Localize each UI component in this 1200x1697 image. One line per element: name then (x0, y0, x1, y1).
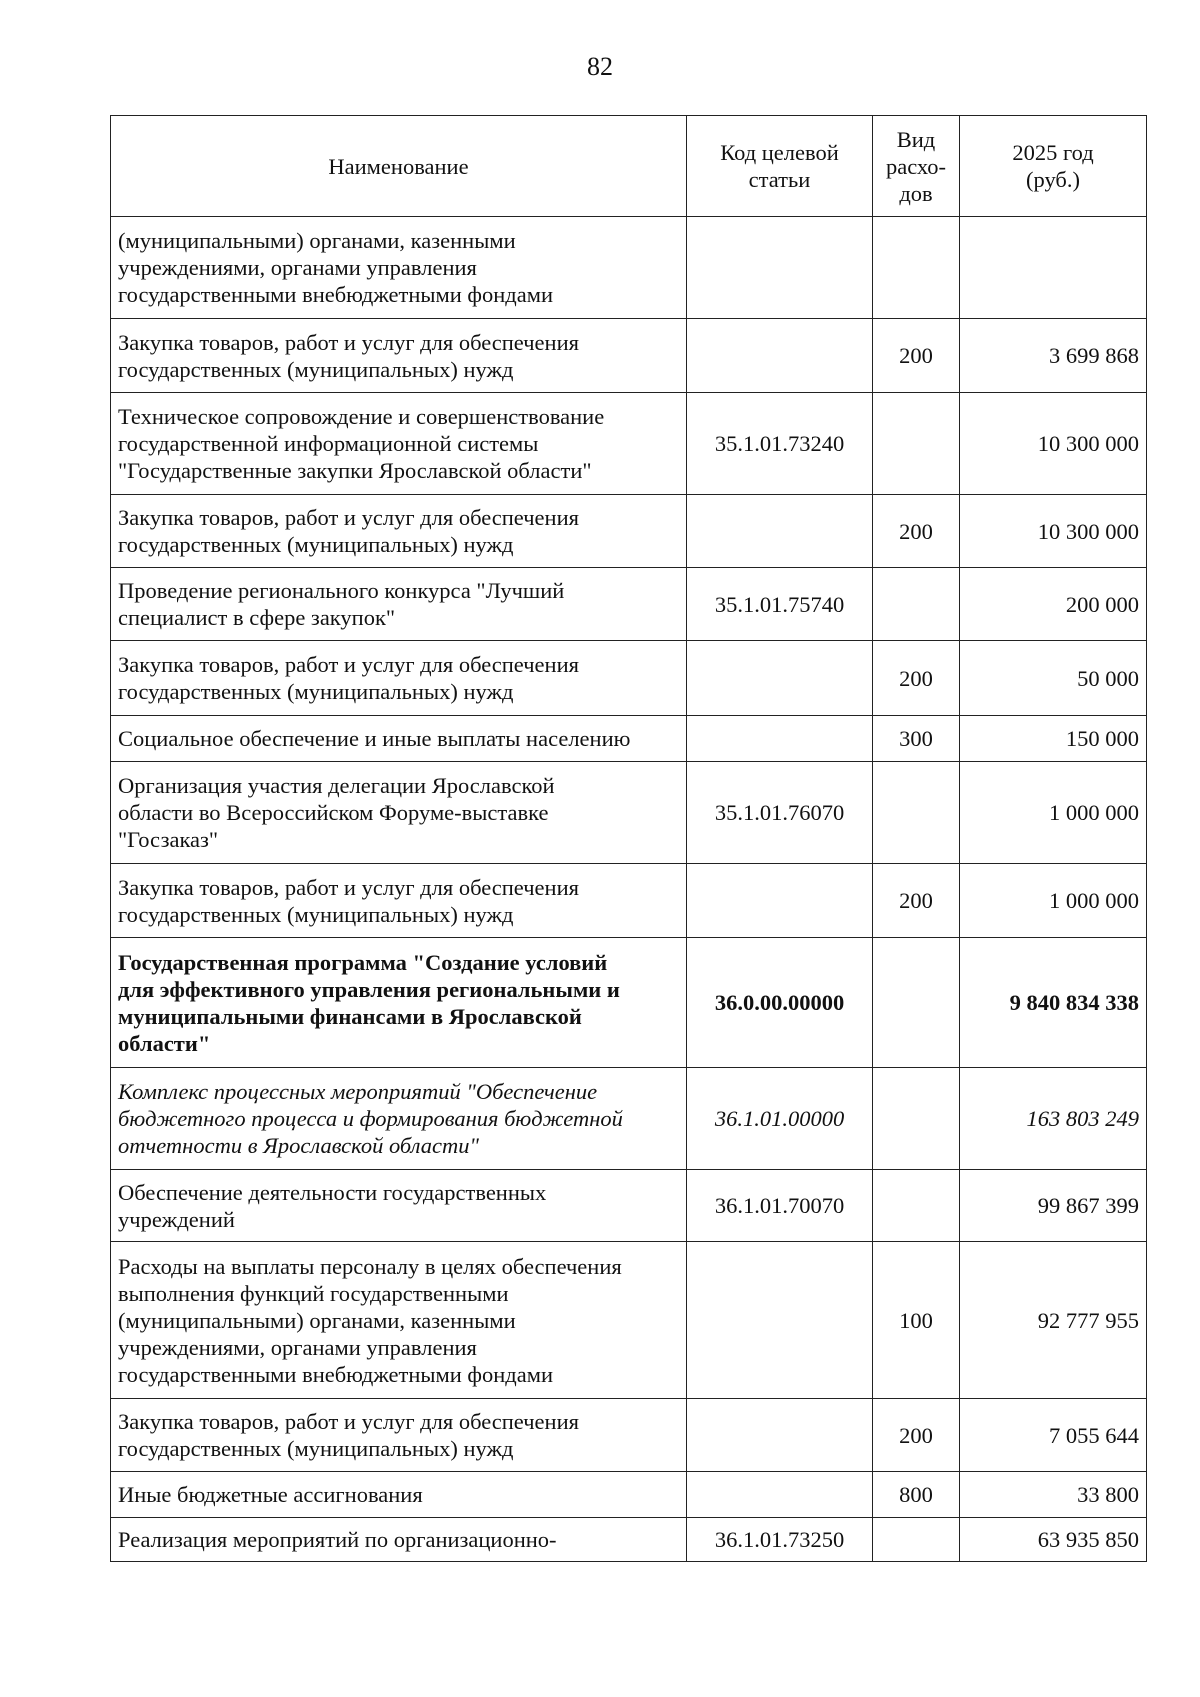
cell-type (873, 938, 960, 1068)
cell-type (873, 716, 960, 762)
table-row (111, 319, 1147, 393)
table-header-row (111, 116, 1147, 217)
cell-code (687, 864, 873, 938)
cell-sum (960, 1068, 1147, 1170)
cell-name-text: Социальное обеспечение и иные выплаты населению (118, 726, 631, 751)
cell-name-text: Комплекс процессных мероприятий "Обеспечение бюджетного процесса и формирования бюджетной отчетности в Ярославской области" (118, 1079, 623, 1158)
cell-sum-text: 3 699 868 (1049, 343, 1139, 368)
cell-name-text: Техническое сопровождение и совершенствование государственной информационной системы "Государственные закупки Ярославской области" (118, 404, 605, 483)
cell-name (111, 495, 687, 568)
table-row (111, 1518, 1147, 1562)
cell-sum (960, 716, 1147, 762)
cell-sum-text: 9 840 834 338 (1009, 990, 1139, 1015)
cell-code (687, 1242, 873, 1399)
cell-name-text: Закупка товаров, работ и услуг для обеспечения государственных (муниципальных) нужд (118, 874, 579, 927)
cell-sum-text: 7 055 644 (1049, 1422, 1139, 1448)
cell-code-text: 36.1.01.73250 (714, 1527, 845, 1552)
cell-sum (960, 393, 1147, 495)
table-row (111, 762, 1147, 864)
cell-name-text: Государственная программа "Создание условий для эффективного управления региональными и муниципальными финансами в Ярославской области" (118, 949, 620, 1056)
cell-name-text: Обеспечение деятельности государственных учреждений (118, 1179, 547, 1232)
table-row (111, 1170, 1147, 1242)
cell-name (111, 1472, 687, 1518)
table-row (111, 641, 1147, 716)
cell-sum-text: 150 000 (1065, 726, 1139, 751)
cell-type (873, 393, 960, 495)
cell-code (687, 217, 873, 319)
cell-code-text: 35.1.01.76070 (714, 800, 845, 825)
cell-type-text: 100 (899, 1307, 933, 1333)
cell-name-text: Закупка товаров, работ и услуг для обеспечения государственных (муниципальных) нужд (118, 329, 579, 382)
cell-sum-text: 63 935 850 (1037, 1527, 1139, 1552)
cell-name-text: Реализация мероприятий по организационно- (118, 1527, 557, 1552)
cell-name-text: Организация участия делегации Ярославской области во Всероссийском Форуме-выставке "Госзаказ" (118, 773, 555, 852)
cell-sum (960, 495, 1147, 568)
cell-name-text: Иные бюджетные ассигнования (118, 1482, 423, 1507)
cell-type-text: 200 (899, 343, 933, 368)
cell-name (111, 1242, 687, 1399)
cell-name (111, 217, 687, 319)
cell-name (111, 1170, 687, 1242)
table-row (111, 938, 1147, 1068)
cell-name-text: Расходы на выплаты персоналу в целях обеспечения выполнения функций государственными (муниципальными) органами, казенными учреждениями, органами управления государственными внебюджетными фондами (118, 1253, 622, 1387)
cell-name (111, 864, 687, 938)
cell-code-text: 35.1.01.73240 (714, 431, 845, 456)
cell-name-text: (муниципальными) органами, казенными учреждениями, органами управления государственными внебюджетными фондами (118, 228, 554, 307)
cell-sum-text: 33 800 (1077, 1482, 1139, 1507)
table-row (111, 495, 1147, 568)
table-row (111, 1068, 1147, 1170)
cell-sum (960, 938, 1147, 1068)
cell-code-text: 36.1.01.70070 (714, 1193, 845, 1218)
cell-type-text: 200 (899, 518, 933, 544)
cell-sum-text: 92 777 955 (1037, 1307, 1139, 1333)
header-sum: 2025 год (руб.) (960, 116, 1147, 217)
cell-sum (960, 1472, 1147, 1518)
cell-name-text: Закупка товаров, работ и услуг для обеспечения государственных (муниципальных) нужд (118, 652, 579, 704)
cell-code (687, 495, 873, 568)
table-row (111, 1472, 1147, 1518)
cell-type (873, 762, 960, 864)
cell-name (111, 762, 687, 864)
cell-code (687, 716, 873, 762)
cell-name (111, 319, 687, 393)
cell-sum (960, 319, 1147, 393)
cell-name (111, 641, 687, 716)
cell-sum-text: 1 000 000 (1049, 800, 1139, 825)
table-row (111, 716, 1147, 762)
cell-type-text: 200 (899, 1422, 933, 1448)
cell-type (873, 1399, 960, 1472)
table-row (111, 1399, 1147, 1472)
budget-table (110, 115, 1147, 1562)
cell-sum-text: 200 000 (1065, 591, 1139, 617)
cell-code (687, 1518, 873, 1562)
cell-name (111, 938, 687, 1068)
table-body (111, 217, 1147, 1562)
cell-sum-text: 163 803 249 (1026, 1106, 1139, 1131)
cell-sum-text: 1 000 000 (1049, 888, 1139, 913)
cell-type (873, 1518, 960, 1562)
cell-type (873, 1170, 960, 1242)
cell-sum (960, 1242, 1147, 1399)
page-number: 82 (587, 52, 613, 81)
cell-name (111, 568, 687, 641)
cell-code (687, 641, 873, 716)
cell-type (873, 864, 960, 938)
cell-code (687, 393, 873, 495)
cell-type-text: 200 (899, 665, 933, 691)
cell-type (873, 1242, 960, 1399)
cell-type (873, 319, 960, 393)
cell-code-text: 36.0.00.00000 (714, 990, 845, 1015)
cell-code (687, 1068, 873, 1170)
cell-sum (960, 641, 1147, 716)
cell-type (873, 217, 960, 319)
cell-sum (960, 217, 1147, 319)
cell-type-text: 300 (899, 726, 933, 751)
cell-code (687, 1399, 873, 1472)
cell-code (687, 762, 873, 864)
table-row (111, 217, 1147, 319)
cell-sum (960, 762, 1147, 864)
cell-name (111, 1518, 687, 1562)
cell-sum-text: 99 867 399 (1037, 1193, 1139, 1218)
cell-sum (960, 1399, 1147, 1472)
cell-name (111, 393, 687, 495)
cell-type (873, 495, 960, 568)
header-name: Наименование (111, 116, 687, 217)
cell-type-text: 800 (899, 1482, 933, 1507)
cell-code (687, 1472, 873, 1518)
header-code: Код целевой статьи (687, 116, 873, 217)
table-row (111, 1242, 1147, 1399)
cell-sum (960, 1518, 1147, 1562)
cell-code (687, 1170, 873, 1242)
cell-name-text: Закупка товаров, работ и услуг для обеспечения государственных (муниципальных) нужд (118, 505, 579, 557)
cell-name (111, 1068, 687, 1170)
header-type: Вид расхо- дов (873, 116, 960, 217)
cell-type (873, 641, 960, 716)
cell-name-text: Проведение регионального конкурса "Лучший специалист в сфере закупок" (118, 578, 565, 630)
table-row (111, 393, 1147, 495)
cell-name (111, 1399, 687, 1472)
cell-code (687, 568, 873, 641)
cell-name-text: Закупка товаров, работ и услуг для обеспечения государственных (муниципальных) нужд (118, 1409, 579, 1461)
cell-code-text: 36.1.01.00000 (714, 1106, 845, 1131)
cell-sum-text: 50 000 (1077, 665, 1139, 691)
table-row (111, 568, 1147, 641)
cell-sum (960, 864, 1147, 938)
cell-type (873, 1068, 960, 1170)
cell-code (687, 319, 873, 393)
cell-name (111, 716, 687, 762)
cell-sum-text: 10 300 000 (1037, 431, 1139, 456)
cell-sum (960, 568, 1147, 641)
cell-sum-text: 10 300 000 (1037, 518, 1139, 544)
cell-type (873, 1472, 960, 1518)
cell-type-text: 200 (899, 888, 933, 913)
cell-sum (960, 1170, 1147, 1242)
cell-code (687, 938, 873, 1068)
cell-type (873, 568, 960, 641)
table-row (111, 864, 1147, 938)
cell-code-text: 35.1.01.75740 (714, 591, 845, 617)
